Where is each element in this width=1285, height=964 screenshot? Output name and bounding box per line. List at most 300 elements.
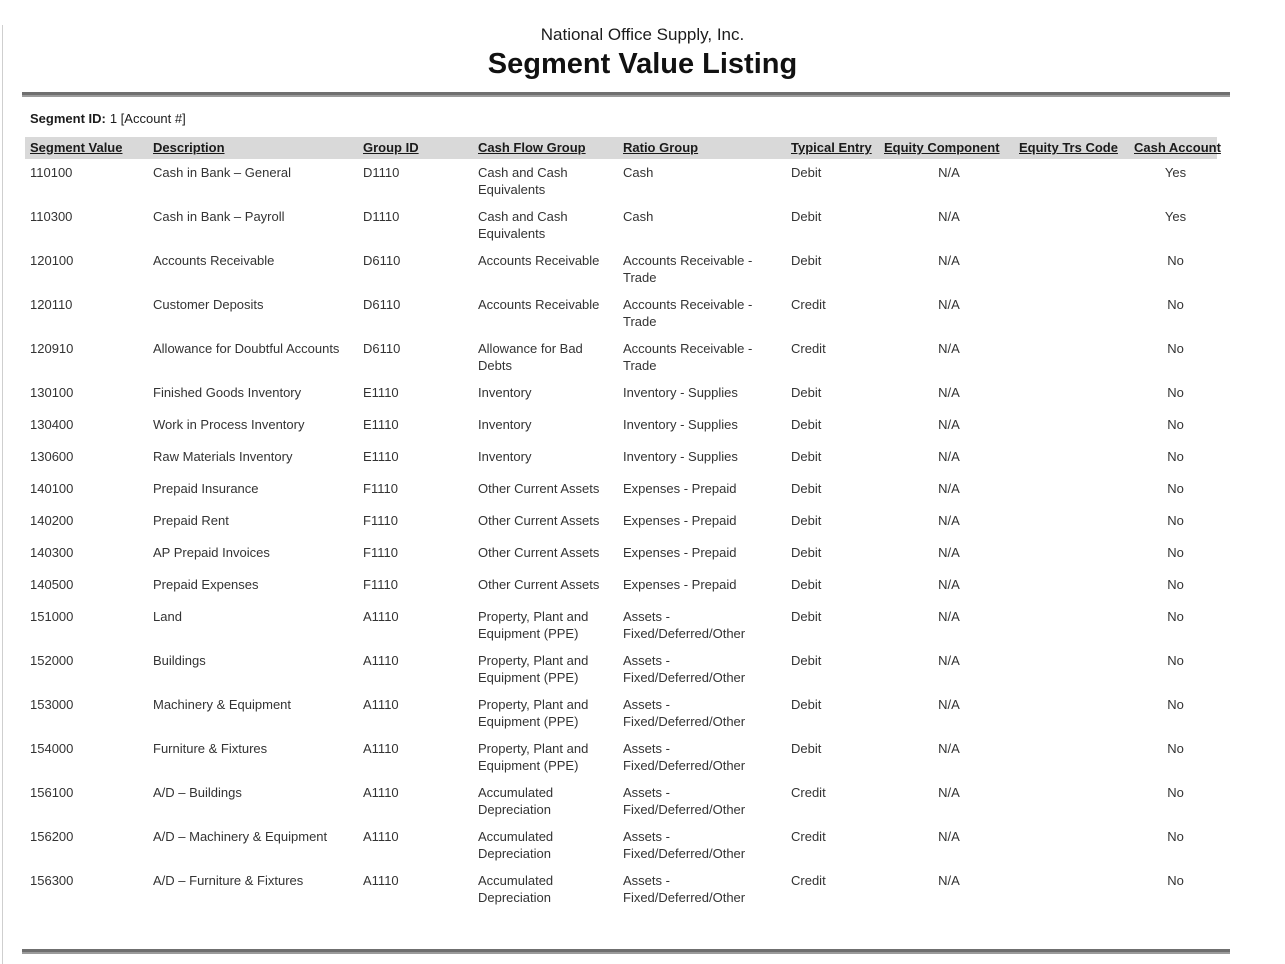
cell bbox=[473, 571, 618, 603]
cell-value: Debit bbox=[791, 609, 822, 624]
table-row bbox=[25, 647, 1217, 691]
cell-value: 156200 bbox=[30, 829, 74, 844]
cell-value: A/D – Machinery & Equipment bbox=[153, 829, 328, 844]
cell bbox=[879, 539, 1014, 571]
cell bbox=[1129, 539, 1217, 571]
column-header-label: Segment Value bbox=[30, 140, 123, 155]
bottom-double-rule bbox=[22, 949, 1230, 954]
cell-value: Debit bbox=[791, 253, 822, 268]
table-row bbox=[25, 603, 1217, 647]
cell bbox=[148, 823, 358, 867]
cell-value: 130100 bbox=[30, 385, 74, 400]
column-header bbox=[786, 137, 879, 159]
cell-value: A1110 bbox=[363, 873, 399, 888]
cell bbox=[25, 823, 148, 867]
cell-value: Debit bbox=[791, 513, 822, 528]
cell bbox=[358, 779, 473, 823]
cell bbox=[618, 291, 786, 335]
cell bbox=[879, 647, 1014, 691]
cell bbox=[25, 779, 148, 823]
cell-value: 120100 bbox=[30, 253, 74, 268]
cell-value: Buildings bbox=[153, 653, 206, 668]
column-header bbox=[618, 137, 786, 159]
cell-value: Inventory bbox=[478, 385, 532, 400]
cell-value: No bbox=[1167, 829, 1184, 844]
table-row bbox=[25, 159, 1217, 203]
cell bbox=[473, 823, 618, 867]
cell bbox=[358, 571, 473, 603]
cell-value: Assets - Fixed/Deferred/Other bbox=[623, 653, 746, 685]
cell bbox=[879, 335, 1014, 379]
cell bbox=[1014, 379, 1129, 411]
cell-value: N/A bbox=[938, 873, 960, 888]
cell bbox=[148, 867, 358, 911]
cell bbox=[473, 779, 618, 823]
cell-value: Other Current Assets bbox=[478, 577, 600, 592]
cell-value: F1110 bbox=[363, 577, 398, 592]
cell-value: Debit bbox=[791, 577, 822, 592]
cell bbox=[786, 203, 879, 247]
cell-value: Cash in Bank – General bbox=[153, 165, 292, 180]
cell-value: N/A bbox=[938, 165, 960, 180]
cell bbox=[358, 335, 473, 379]
cell-value: Cash bbox=[623, 209, 654, 224]
cell bbox=[786, 647, 879, 691]
cell bbox=[1129, 779, 1217, 823]
cell bbox=[473, 647, 618, 691]
cell-value: 152000 bbox=[30, 653, 74, 668]
cell bbox=[1014, 779, 1129, 823]
cell-value: Expenses - Prepaid bbox=[623, 513, 737, 528]
cell bbox=[473, 335, 618, 379]
column-header-row bbox=[25, 137, 1221, 159]
cell bbox=[879, 159, 1014, 203]
cell bbox=[1129, 443, 1217, 475]
cell bbox=[25, 443, 148, 475]
cell-value: Finished Goods Inventory bbox=[153, 385, 302, 400]
cell bbox=[1129, 647, 1217, 691]
cell-value: Other Current Assets bbox=[478, 513, 600, 528]
cell-value: Prepaid Expenses bbox=[153, 577, 259, 592]
cell bbox=[1014, 507, 1129, 539]
cell bbox=[1129, 735, 1217, 779]
cell-value: N/A bbox=[938, 385, 960, 400]
cell-value: Inventory bbox=[478, 417, 532, 432]
cell bbox=[25, 335, 148, 379]
cell-value: AP Prepaid Invoices bbox=[153, 545, 270, 560]
cell-value: 130400 bbox=[30, 417, 74, 432]
cell-value: Assets - Fixed/Deferred/Other bbox=[623, 785, 746, 817]
cell bbox=[618, 247, 786, 291]
cell bbox=[1129, 291, 1217, 335]
cell bbox=[25, 603, 148, 647]
cell-value: Prepaid Rent bbox=[153, 513, 229, 528]
cell bbox=[618, 571, 786, 603]
column-header-label: Equity Trs Code bbox=[1019, 140, 1118, 155]
cell bbox=[1014, 735, 1129, 779]
cell-value: No bbox=[1167, 785, 1184, 800]
cell-value: 140500 bbox=[30, 577, 74, 592]
cell-value: N/A bbox=[938, 653, 960, 668]
cell bbox=[25, 867, 148, 911]
cell bbox=[618, 379, 786, 411]
cell-value: Cash and Cash Equivalents bbox=[478, 209, 568, 241]
cell bbox=[358, 203, 473, 247]
cell-value: F1110 bbox=[363, 481, 398, 496]
cell-value: Expenses - Prepaid bbox=[623, 577, 737, 592]
cell-value: D6110 bbox=[363, 297, 401, 312]
cell-value: N/A bbox=[938, 449, 960, 464]
cell bbox=[879, 443, 1014, 475]
cell-value: No bbox=[1167, 417, 1184, 432]
cell bbox=[358, 411, 473, 443]
cell-value: Accounts Receivable bbox=[478, 297, 600, 312]
cell-value: No bbox=[1167, 513, 1184, 528]
cell-value: 140100 bbox=[30, 481, 74, 496]
cell-value: A1110 bbox=[363, 741, 399, 756]
table-row bbox=[25, 411, 1217, 443]
cell-value: A1110 bbox=[363, 609, 399, 624]
column-header bbox=[358, 137, 473, 159]
cell-value: Assets - Fixed/Deferred/Other bbox=[623, 609, 746, 641]
cell-value: Land bbox=[153, 609, 182, 624]
table-row bbox=[25, 867, 1217, 911]
cell-value: No bbox=[1167, 697, 1184, 712]
cell bbox=[148, 507, 358, 539]
cell-value: Property, Plant and Equipment (PPE) bbox=[478, 697, 589, 729]
cell bbox=[1014, 411, 1129, 443]
table-row bbox=[25, 735, 1217, 779]
cell-value: Work in Process Inventory bbox=[153, 417, 305, 432]
cell bbox=[358, 507, 473, 539]
cell bbox=[786, 379, 879, 411]
cell bbox=[473, 379, 618, 411]
cell bbox=[786, 443, 879, 475]
cell-value: Debit bbox=[791, 449, 822, 464]
cell-value: Property, Plant and Equipment (PPE) bbox=[478, 741, 589, 773]
cell bbox=[358, 823, 473, 867]
cell bbox=[1129, 475, 1217, 507]
cell bbox=[618, 507, 786, 539]
cell bbox=[1129, 691, 1217, 735]
cell bbox=[473, 603, 618, 647]
cell bbox=[879, 203, 1014, 247]
cell bbox=[618, 539, 786, 571]
cell-value: Cash in Bank – Payroll bbox=[153, 209, 285, 224]
top-double-rule bbox=[22, 92, 1230, 97]
cell-value: N/A bbox=[938, 609, 960, 624]
cell-value: Accumulated Depreciation bbox=[478, 873, 554, 905]
table-row bbox=[25, 335, 1217, 379]
cell bbox=[358, 443, 473, 475]
cell-value: No bbox=[1167, 253, 1184, 268]
cell-value: N/A bbox=[938, 481, 960, 496]
cell-value: N/A bbox=[938, 545, 960, 560]
cell bbox=[1014, 335, 1129, 379]
segment-id-label: Segment ID: bbox=[30, 111, 106, 126]
cell-value: N/A bbox=[938, 697, 960, 712]
cell bbox=[879, 779, 1014, 823]
cell bbox=[1014, 539, 1129, 571]
cell bbox=[473, 539, 618, 571]
cell bbox=[25, 411, 148, 443]
cell bbox=[786, 335, 879, 379]
cell bbox=[786, 291, 879, 335]
cell bbox=[25, 379, 148, 411]
cell bbox=[618, 475, 786, 507]
cell bbox=[25, 247, 148, 291]
cell-value: D1110 bbox=[363, 165, 400, 180]
cell-value: 154000 bbox=[30, 741, 74, 756]
cell-value: Expenses - Prepaid bbox=[623, 545, 737, 560]
cell bbox=[358, 159, 473, 203]
cell-value: No bbox=[1167, 297, 1184, 312]
cell bbox=[473, 411, 618, 443]
cell bbox=[1014, 159, 1129, 203]
cell bbox=[786, 539, 879, 571]
cell bbox=[618, 867, 786, 911]
cell-value: 151000 bbox=[30, 609, 74, 624]
cell-value: No bbox=[1167, 577, 1184, 592]
cell bbox=[148, 411, 358, 443]
cell bbox=[786, 603, 879, 647]
cell-value: A1110 bbox=[363, 697, 399, 712]
cell-value: No bbox=[1167, 341, 1184, 356]
cell-value: D6110 bbox=[363, 341, 401, 356]
cell-value: Prepaid Insurance bbox=[153, 481, 259, 496]
cell bbox=[1129, 571, 1217, 603]
cell-value: 140300 bbox=[30, 545, 74, 560]
cell bbox=[358, 603, 473, 647]
cell-value: N/A bbox=[938, 209, 960, 224]
cell bbox=[358, 247, 473, 291]
segment-id-line bbox=[30, 111, 1285, 126]
cell-value: N/A bbox=[938, 829, 960, 844]
cell bbox=[618, 603, 786, 647]
cell bbox=[1014, 475, 1129, 507]
page-left-border bbox=[2, 25, 3, 964]
cell-value: Yes bbox=[1164, 209, 1187, 224]
cell-value: F1110 bbox=[363, 513, 398, 528]
cell bbox=[358, 691, 473, 735]
cell bbox=[618, 411, 786, 443]
cell bbox=[1014, 203, 1129, 247]
cell-value: Other Current Assets bbox=[478, 481, 600, 496]
cell-value: Cash and Cash Equivalents bbox=[478, 165, 568, 197]
cell bbox=[148, 691, 358, 735]
cell-value: Customer Deposits bbox=[153, 297, 264, 312]
table-row bbox=[25, 443, 1217, 475]
cell bbox=[1129, 247, 1217, 291]
cell-value: A/D – Furniture & Fixtures bbox=[153, 873, 304, 888]
cell bbox=[1014, 691, 1129, 735]
cell bbox=[879, 507, 1014, 539]
cell bbox=[1129, 867, 1217, 911]
cell-value: Allowance for Doubtful Accounts bbox=[153, 341, 340, 356]
cell bbox=[1129, 159, 1217, 203]
cell-value: Allowance for Bad Debts bbox=[478, 341, 583, 373]
column-header bbox=[25, 137, 148, 159]
cell bbox=[1129, 823, 1217, 867]
table-row bbox=[25, 247, 1217, 291]
cell bbox=[25, 203, 148, 247]
cell-value: 156100 bbox=[30, 785, 74, 800]
cell-value: Accounts Receivable bbox=[478, 253, 600, 268]
cell bbox=[358, 379, 473, 411]
cell-value: No bbox=[1167, 481, 1184, 496]
table-row bbox=[25, 203, 1217, 247]
cell-value: Inventory - Supplies bbox=[623, 449, 738, 464]
cell-value: N/A bbox=[938, 577, 960, 592]
cell bbox=[786, 475, 879, 507]
cell bbox=[786, 411, 879, 443]
cell-value: No bbox=[1167, 449, 1184, 464]
cell-value: No bbox=[1167, 653, 1184, 668]
cell-value: A1110 bbox=[363, 785, 399, 800]
cell-value: N/A bbox=[938, 513, 960, 528]
cell-value: N/A bbox=[938, 741, 960, 756]
cell bbox=[148, 647, 358, 691]
cell-value: Debit bbox=[791, 653, 822, 668]
cell-value: Furniture & Fixtures bbox=[153, 741, 268, 756]
cell-value: 130600 bbox=[30, 449, 74, 464]
cell-value: Inventory bbox=[478, 449, 532, 464]
table-row bbox=[25, 507, 1217, 539]
cell bbox=[25, 539, 148, 571]
cell-value: E1110 bbox=[363, 449, 399, 464]
table-row bbox=[25, 291, 1217, 335]
cell bbox=[148, 203, 358, 247]
cell-value: Debit bbox=[791, 209, 822, 224]
cell bbox=[618, 691, 786, 735]
cell bbox=[25, 691, 148, 735]
cell bbox=[786, 507, 879, 539]
cell bbox=[879, 379, 1014, 411]
cell bbox=[358, 647, 473, 691]
column-header bbox=[879, 137, 1014, 159]
cell bbox=[473, 735, 618, 779]
cell bbox=[1129, 335, 1217, 379]
cell-value: 156300 bbox=[30, 873, 74, 888]
cell bbox=[618, 735, 786, 779]
cell bbox=[25, 475, 148, 507]
cell bbox=[786, 823, 879, 867]
cell-value: N/A bbox=[938, 341, 960, 356]
cell-value: No bbox=[1167, 609, 1184, 624]
table-row bbox=[25, 475, 1217, 507]
cell-value: Accounts Receivable - Trade bbox=[623, 341, 753, 373]
cell-value: Credit bbox=[791, 873, 826, 888]
cell bbox=[618, 823, 786, 867]
cell bbox=[148, 247, 358, 291]
cell bbox=[786, 691, 879, 735]
cell bbox=[786, 735, 879, 779]
cell bbox=[1129, 507, 1217, 539]
cell bbox=[148, 291, 358, 335]
cell bbox=[473, 443, 618, 475]
cell-value: Credit bbox=[791, 829, 826, 844]
cell bbox=[358, 735, 473, 779]
cell-value: Inventory - Supplies bbox=[623, 385, 738, 400]
column-header bbox=[473, 137, 618, 159]
cell bbox=[148, 735, 358, 779]
cell bbox=[358, 291, 473, 335]
cell-value: 120110 bbox=[30, 297, 73, 312]
cell-value: Accounts Receivable bbox=[153, 253, 275, 268]
cell bbox=[1014, 867, 1129, 911]
cell bbox=[879, 603, 1014, 647]
cell-value: No bbox=[1167, 545, 1184, 560]
cell-value: Assets - Fixed/Deferred/Other bbox=[623, 829, 746, 861]
company-name: National Office Supply, Inc. bbox=[540, 25, 745, 44]
cell-value: 140200 bbox=[30, 513, 74, 528]
cell bbox=[786, 867, 879, 911]
cell-value: Credit bbox=[791, 297, 826, 312]
cell-value: D6110 bbox=[363, 253, 401, 268]
cell-value: Accumulated Depreciation bbox=[478, 829, 554, 861]
cell bbox=[1014, 443, 1129, 475]
cell-value: Debit bbox=[791, 697, 822, 712]
cell-value: Expenses - Prepaid bbox=[623, 481, 737, 496]
cell bbox=[473, 159, 618, 203]
cell bbox=[148, 571, 358, 603]
table-row bbox=[25, 571, 1217, 603]
cell bbox=[148, 379, 358, 411]
cell bbox=[1129, 203, 1217, 247]
cell bbox=[879, 571, 1014, 603]
column-header-label: Equity Component bbox=[884, 140, 1000, 155]
cell-value: Other Current Assets bbox=[478, 545, 600, 560]
column-header-label: Ratio Group bbox=[623, 140, 699, 155]
table-row bbox=[25, 691, 1217, 735]
cell bbox=[358, 867, 473, 911]
cell bbox=[358, 475, 473, 507]
cell bbox=[786, 247, 879, 291]
cell bbox=[786, 159, 879, 203]
cell bbox=[1014, 247, 1129, 291]
cell-value: Debit bbox=[791, 385, 822, 400]
cell-value: No bbox=[1167, 873, 1184, 888]
column-header-label: Cash Flow Group bbox=[478, 140, 586, 155]
cell-value: Machinery & Equipment bbox=[153, 697, 292, 712]
cell-value: Debit bbox=[791, 417, 822, 432]
cell bbox=[786, 571, 879, 603]
table-row bbox=[25, 779, 1217, 823]
cell-value: Raw Materials Inventory bbox=[153, 449, 293, 464]
cell bbox=[148, 335, 358, 379]
cell bbox=[1014, 823, 1129, 867]
cell bbox=[473, 867, 618, 911]
cell-value: Property, Plant and Equipment (PPE) bbox=[478, 653, 589, 685]
cell-value: N/A bbox=[938, 253, 960, 268]
cell bbox=[879, 691, 1014, 735]
cell bbox=[473, 203, 618, 247]
cell bbox=[879, 735, 1014, 779]
cell bbox=[786, 779, 879, 823]
column-header-label: Group ID bbox=[363, 140, 419, 155]
cell-value: 153000 bbox=[30, 697, 74, 712]
table-row bbox=[25, 379, 1217, 411]
column-header-label: Description bbox=[153, 140, 225, 155]
cell-value: Debit bbox=[791, 165, 822, 180]
cell bbox=[1014, 291, 1129, 335]
cell bbox=[473, 247, 618, 291]
cell bbox=[148, 443, 358, 475]
report-title: Segment Value Listing bbox=[487, 48, 798, 80]
cell-value: Debit bbox=[791, 481, 822, 496]
cell-value: Property, Plant and Equipment (PPE) bbox=[478, 609, 589, 641]
cell-value: Cash bbox=[623, 165, 654, 180]
